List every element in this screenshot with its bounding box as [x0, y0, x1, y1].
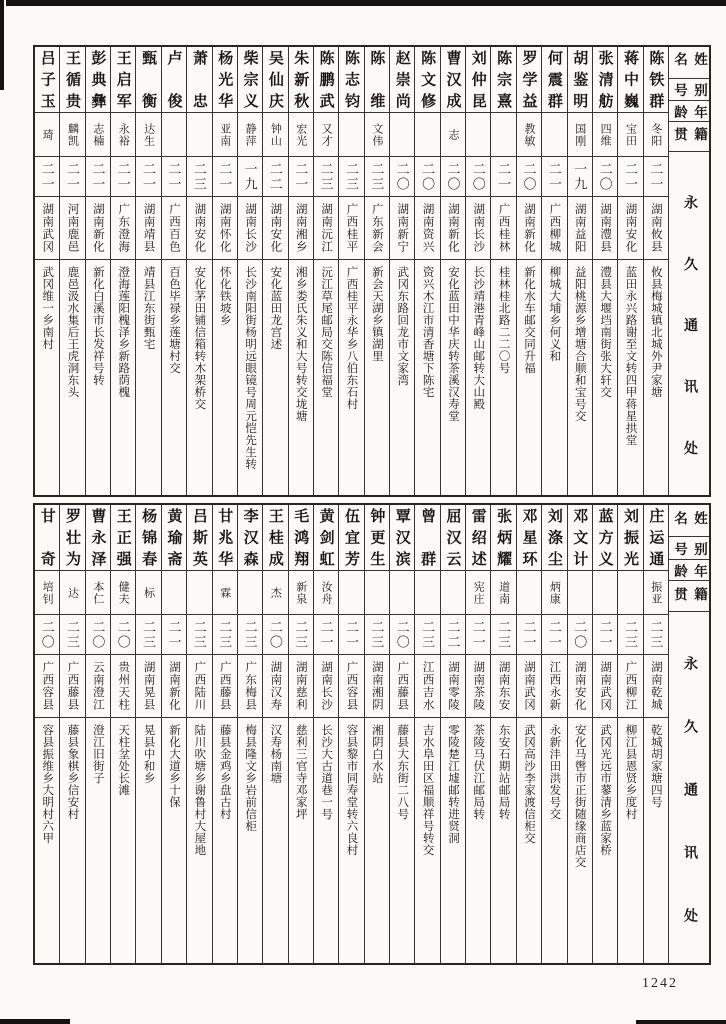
- table-header-column: [669, 505, 709, 963]
- registry-entry-column: [289, 505, 314, 963]
- entry-address: 资兴木江市清香塘下陈宅: [421, 266, 434, 398]
- entry-native: 湖南新宁: [396, 203, 409, 253]
- entry-address: 武冈维一乡南村: [41, 266, 54, 350]
- registry-entry-column: [60, 505, 85, 963]
- entry-native: 湖南武冈: [599, 661, 612, 711]
- entry-age: 二一: [622, 161, 638, 192]
- entry-age: 二一: [90, 161, 106, 192]
- entry-age: 二三: [344, 161, 359, 192]
- entry-address: 藤县金鸡乡盘古村: [218, 724, 231, 820]
- entry-alias: 又才: [320, 122, 333, 147]
- entry-alias: 亚南: [218, 122, 231, 147]
- entry-age: 二三: [191, 619, 207, 650]
- registry-entry-column: [390, 505, 415, 963]
- entry-age: 二一: [597, 619, 613, 650]
- entry-native: 湖南新化: [91, 203, 104, 253]
- entry-name: 吕子玉: [38, 50, 55, 109]
- entry-alias: 四维: [599, 122, 612, 147]
- entry-alias: 达: [66, 586, 79, 599]
- registry-entry-column: [136, 505, 161, 963]
- entry-alias: 志: [446, 128, 459, 141]
- registry-entry-column: [238, 505, 263, 963]
- registry-entry-column: [263, 47, 288, 495]
- registry-entry-column: [618, 47, 643, 495]
- entry-name: 吴仙庆: [266, 50, 283, 109]
- entry-native: 湖南安化: [624, 203, 637, 253]
- entry-age: 二一: [65, 161, 81, 192]
- entry-age: 二〇: [394, 161, 410, 192]
- entry-native: 湖南怀化: [218, 203, 231, 253]
- entry-name: 蒋中巍: [621, 50, 638, 109]
- entry-alias: 新泉: [294, 580, 307, 605]
- entry-native: 湖南武冈: [523, 661, 536, 711]
- entry-age: 二〇: [445, 161, 461, 192]
- entry-address: 安化蓝田中华庆转茶溪汉寿堂: [446, 266, 459, 422]
- entry-age: 二一: [521, 619, 537, 650]
- entry-address: 东安石期站邮局转: [497, 724, 510, 820]
- entry-native: 广西藤县: [66, 661, 79, 711]
- entry-name: 毛鸿翔: [292, 508, 309, 567]
- registry-entry-column: [415, 505, 440, 963]
- registry-table-bottom: [33, 503, 711, 965]
- entry-native: 湖南资兴: [421, 203, 434, 253]
- entry-name: 胡鉴明: [571, 50, 588, 109]
- entry-address: 晃县中和乡: [142, 724, 155, 784]
- entry-name: 曹永泽: [89, 508, 106, 567]
- entry-name: 柴宗义: [241, 50, 258, 109]
- entry-alias: 教敏: [523, 122, 536, 147]
- entry-alias: 汝舟: [320, 580, 333, 605]
- entry-age: 一九: [572, 161, 588, 192]
- registry-entry-column: [542, 47, 567, 495]
- header-alias-label: 别号: [672, 83, 707, 98]
- registry-entry-column: [238, 47, 263, 495]
- entry-address: 桂林桂北路二二〇号: [497, 266, 510, 374]
- entry-address: 广西桂平永华乡八伯东石村: [345, 266, 358, 410]
- entry-age: 二三: [369, 619, 385, 650]
- scan-edge-artifact-bottom-right: [636, 1020, 726, 1024]
- entry-address: 怀化铁坡乡: [218, 266, 231, 326]
- entry-name: 王启军: [114, 50, 131, 109]
- entry-native: 广西容县: [345, 661, 358, 711]
- registry-entry-column: [35, 505, 60, 963]
- entry-native: 湖南武冈: [41, 203, 54, 253]
- registry-entry-column: [390, 47, 415, 495]
- entry-address: 澧县大堰垱南街张大轩交: [599, 266, 612, 398]
- registry-entry-column: [441, 505, 466, 963]
- entry-alias: 宪庄: [472, 580, 485, 605]
- entry-age: 二一: [166, 161, 182, 192]
- entry-alias: 霖: [218, 586, 231, 599]
- entry-age: 二三: [242, 619, 258, 650]
- entry-address: 永新沣田洪发号交: [548, 724, 561, 820]
- entry-native: 湖南乾城: [649, 661, 662, 711]
- entry-address: 容县振维乡大明村六甲: [41, 724, 54, 844]
- registry-entry-column: [136, 47, 161, 495]
- registry-entry-column: [86, 505, 111, 963]
- header-name-label: 姓名: [672, 52, 707, 67]
- entry-name: 屈汉云: [444, 508, 461, 567]
- registry-table-top: [33, 45, 711, 497]
- entry-name: 蓝方义: [596, 508, 613, 567]
- entry-address: 长沙靖港青峰山邮转大山殿: [472, 266, 485, 410]
- registry-entry-column: [644, 505, 669, 963]
- entry-alias: 冬阳: [649, 122, 662, 147]
- entry-name: 覃汉滨: [393, 508, 410, 567]
- registry-entry-column: [111, 505, 136, 963]
- entry-age: 二〇: [470, 161, 486, 192]
- entry-name: 黄瑜斋: [165, 508, 182, 567]
- entry-address: 湘阴白水站: [370, 724, 383, 784]
- registry-entry-column: [339, 505, 364, 963]
- entry-age: 二〇: [267, 619, 283, 650]
- entry-native: 河南鹿邑: [66, 203, 79, 253]
- registry-entry-column: [213, 505, 238, 963]
- entry-alias: 宏光: [294, 122, 307, 147]
- entry-alias: 永裕: [117, 122, 130, 147]
- registry-entry-column: [441, 47, 466, 495]
- entry-alias: 标: [142, 586, 155, 599]
- entry-name: 王正强: [114, 508, 131, 567]
- registry-entry-column: [289, 47, 314, 495]
- entry-native: 广西柳江: [624, 661, 637, 711]
- entry-age: 二〇: [115, 619, 131, 650]
- entry-name: 刘仲昆: [469, 50, 486, 109]
- entry-age: 二一: [344, 619, 359, 650]
- entry-address: 藤县象棋乡信安村: [66, 724, 79, 820]
- registry-entry-column: [339, 47, 364, 495]
- entry-name: 彭典彝: [89, 50, 106, 109]
- entry-native: 湖南晃县: [142, 661, 155, 711]
- entry-native: 广西陆川: [193, 661, 206, 711]
- entry-name: 曹汉成: [444, 50, 461, 109]
- entry-address: 新会天湖乡镇湖里: [370, 266, 383, 362]
- entry-alias: 道南: [497, 580, 510, 605]
- entry-name: 王循贵: [64, 50, 81, 109]
- entry-native: 湖南零陵: [446, 661, 459, 711]
- entry-alias: 健夫: [117, 580, 130, 605]
- entry-age: 二一: [217, 161, 233, 192]
- entry-alias: 培钊: [41, 580, 54, 605]
- entry-age: 二〇: [90, 619, 106, 650]
- entry-native: 广西藤县: [218, 661, 231, 711]
- entry-alias: 志楠: [91, 122, 104, 147]
- entry-native: 湖南长沙: [320, 661, 333, 711]
- registry-entry-column: [466, 47, 491, 495]
- entry-name: 杨锦春: [140, 508, 157, 567]
- entry-name: 罗学益: [520, 50, 537, 109]
- entry-native: 湖南汉寿: [269, 661, 282, 711]
- entry-name: 甘奇: [38, 508, 55, 567]
- entry-native: 广东梅县: [244, 661, 257, 711]
- entry-age: 二三: [191, 161, 207, 192]
- entry-name: 甘兆华: [216, 508, 233, 567]
- entry-native: 湖南益阳: [573, 203, 586, 253]
- entry-age: 二一: [293, 161, 309, 192]
- entry-age: 二一: [39, 161, 55, 192]
- entry-alias: 麟凯: [66, 122, 79, 147]
- entry-name: 刘振光: [621, 508, 638, 567]
- registry-entry-column: [542, 505, 567, 963]
- registry-entry-column: [187, 505, 212, 963]
- entry-native: 湖南湘乡: [294, 203, 307, 253]
- entry-alias: 炳康: [548, 580, 561, 605]
- registry-entry-column: [593, 47, 618, 495]
- entry-address: 梅县隆文乡岩前信柜: [244, 724, 257, 832]
- entry-alias: 钟山: [269, 122, 282, 147]
- entry-native: 云南澄江: [91, 661, 104, 711]
- entry-age: 二三: [622, 619, 638, 650]
- entry-address: 慈利三官寺邓家坪: [294, 724, 307, 820]
- entry-name: 伍宜芳: [343, 508, 359, 567]
- scan-edge-artifact-top: [6, 0, 726, 6]
- header-native-label: 籍贯: [672, 586, 707, 602]
- entry-native: 湖南新化: [446, 203, 459, 253]
- entry-address: 长沙南阳街杨明远眼镜号周元恺先生转: [244, 266, 257, 470]
- entry-native: 湖南攸县: [649, 203, 662, 253]
- entry-age: 二〇: [420, 161, 436, 192]
- entry-address: 吉水阜田区福顺祥号转交: [421, 724, 434, 856]
- entry-age: 二一: [546, 161, 562, 192]
- entry-address: 安化蓝田龙宫述: [269, 266, 282, 350]
- entry-native: 湖南湘阴: [370, 661, 383, 711]
- registry-entry-column: [365, 47, 390, 495]
- entry-native: 湖南新化: [167, 661, 180, 711]
- registry-entry-column: [593, 505, 618, 963]
- entry-address: 蓝田永兴路谢至文转四甲蒋星拱堂: [624, 266, 637, 446]
- entry-age: 二一: [546, 619, 562, 650]
- header-address-label: 永久通讯处: [682, 655, 697, 923]
- registry-entry-column: [568, 505, 593, 963]
- entry-native: 湖南沅江: [320, 203, 333, 253]
- entry-age: 二三: [217, 619, 233, 650]
- entry-age: 二〇: [572, 619, 588, 650]
- entry-age: 二〇: [521, 161, 537, 192]
- entry-address: 靖县江东街甄宅: [142, 266, 155, 350]
- entry-native: 湖南新化: [523, 203, 536, 253]
- entry-address: 汉寿杨南塘: [269, 724, 282, 784]
- entry-address: 沅江草尾邮局交陈信福堂: [320, 266, 333, 398]
- entry-name: 陈文修: [419, 50, 436, 109]
- entry-age: 二三: [141, 619, 157, 650]
- registry-entry-column: [517, 47, 542, 495]
- entry-name: 罗壮为: [64, 508, 81, 567]
- entry-address: 益阳桃源乡增塘合顺和宝号交: [573, 266, 586, 422]
- entry-native: 广西百色: [167, 203, 180, 253]
- entry-name: 刘涤尘: [545, 508, 562, 567]
- entry-native: 广西桂平: [345, 203, 358, 253]
- entry-alias: 振亚: [649, 580, 662, 605]
- entry-name: 张清舫: [596, 50, 613, 109]
- entry-age: 二三: [648, 619, 664, 650]
- entry-age: 二一: [648, 161, 664, 192]
- entry-name: 邓星环: [520, 508, 537, 567]
- header-native-label: 籍贯: [672, 127, 707, 142]
- entry-alias: 琦: [41, 128, 54, 141]
- entry-address: 澄江旧街子: [91, 724, 104, 784]
- entry-address: 武冈东路回龙市文家湾: [396, 266, 409, 386]
- entry-address: 新化大道乡十保: [167, 724, 180, 808]
- entry-age: 二一: [141, 161, 157, 192]
- scan-edge-artifact-bottom-left: [0, 1019, 70, 1024]
- entry-name: 张炳耀: [495, 508, 512, 567]
- entry-name: 李汉森: [241, 508, 258, 567]
- entry-alias: 宝田: [624, 122, 637, 147]
- entry-name: 赵崇尚: [393, 50, 410, 109]
- entry-age: 二二: [445, 619, 461, 650]
- entry-address: 新化白溪市长发祥号转: [91, 266, 104, 386]
- header-age-label: 年龄: [672, 105, 707, 121]
- entry-address: 新化水车邮交同升福: [523, 266, 536, 374]
- entry-name: 吕斯英: [190, 508, 207, 567]
- entry-address: 零陵楚江墟邮转进贤洞: [446, 724, 459, 844]
- entry-address: 柳城大埔乡何义和: [548, 266, 561, 362]
- registry-entry-column: [162, 505, 187, 963]
- entry-address: 天柱坌处长滩: [117, 724, 130, 796]
- entry-address: 武冈光远市蓼清乡蓝家桥: [599, 724, 612, 856]
- entry-native: 湖南安化: [269, 203, 282, 253]
- registry-entry-column: [314, 47, 339, 495]
- entry-age: 一九: [242, 161, 258, 192]
- page-number: 1242: [642, 976, 678, 991]
- entry-age: 二二: [267, 161, 283, 192]
- entry-address: 安化茅田铺信箱转木架桥交: [193, 266, 206, 410]
- entry-name: 陈鹏武: [317, 50, 334, 109]
- entry-native: 湖南长沙: [472, 203, 485, 253]
- entry-address: 陆川吹塘乡谢鲁村大屋地: [193, 724, 206, 856]
- entry-name: 庄运通: [647, 508, 664, 567]
- entry-name: 王桂成: [266, 508, 283, 567]
- registry-entry-column: [491, 47, 516, 495]
- registry-entry-column: [111, 47, 136, 495]
- entry-age: 二一: [496, 161, 512, 192]
- entry-age: 二〇: [39, 619, 55, 650]
- entry-native: 江西永新: [548, 661, 561, 711]
- entry-alias: 杰: [269, 586, 282, 599]
- entry-address: 鹿邑汲水集后王虎洞东头: [66, 266, 79, 398]
- registry-entry-column: [187, 47, 212, 495]
- entry-age: 二一: [166, 619, 182, 650]
- entry-name: 陈维: [368, 50, 385, 109]
- entry-address: 藤县大东街二八号: [396, 724, 409, 820]
- entry-address: 武冈高沙李家渡信柜交: [523, 724, 536, 844]
- entry-age: 二三: [293, 619, 309, 650]
- header-age-label: 年龄: [672, 564, 707, 580]
- entry-name: 雷绍述: [469, 508, 486, 567]
- entry-name: 陈铁群: [647, 50, 664, 109]
- header-name-label: 姓名: [672, 510, 707, 526]
- registry-entry-column: [618, 505, 643, 963]
- entry-alias: 静萍: [244, 122, 257, 147]
- entry-address: 攸县梅城镇北城外尹家塘: [649, 266, 662, 398]
- entry-age: 二〇: [394, 619, 410, 650]
- registry-entry-column: [162, 47, 187, 495]
- entry-address: 安化马辔市正街随缘商店交: [573, 724, 586, 868]
- registry-entry-column: [213, 47, 238, 495]
- entry-age: 二三: [65, 619, 81, 650]
- registry-entry-column: [314, 505, 339, 963]
- entry-address: 澄海莲阳槐泽乡新路荫槐: [117, 266, 130, 398]
- entry-native: 湖南慈利: [294, 661, 307, 711]
- entry-alias: 国刚: [573, 122, 586, 147]
- entry-address: 百色毕禄乡莲塘村交: [167, 266, 180, 374]
- entry-alias: 文伟: [370, 122, 383, 147]
- entry-native: 湖南安化: [573, 661, 586, 711]
- entry-age: 二〇: [597, 161, 613, 192]
- header-address-label: 永久通讯处: [682, 194, 697, 456]
- entry-address: 柳江县恩贤乡度村: [624, 724, 637, 820]
- entry-name: 黄剑虹: [317, 508, 334, 567]
- entry-age: 二三: [318, 161, 334, 192]
- entry-age: 二三: [420, 619, 436, 650]
- entry-name: 萧忠: [190, 50, 207, 109]
- registry-entry-column: [60, 47, 85, 495]
- entry-name: 卢俊: [165, 50, 182, 109]
- entry-name: 钟更生: [368, 508, 385, 567]
- registry-entry-column: [491, 505, 516, 963]
- entry-name: 朱新秋: [292, 50, 309, 109]
- entry-age: 二一: [470, 619, 486, 650]
- entry-name: 邓文计: [571, 508, 588, 567]
- entry-name: 何震群: [545, 50, 562, 109]
- entry-address: 长沙大古道巷一号: [320, 724, 333, 820]
- entry-address: 茶陵马伏江邮局转: [472, 724, 485, 820]
- table-header-column: [669, 47, 709, 495]
- registry-entry-column: [466, 505, 491, 963]
- entry-native: 湖南靖县: [142, 203, 155, 253]
- entry-age: 二三: [369, 161, 385, 192]
- entry-name: 甄衡: [140, 50, 157, 109]
- entry-native: 广西桂林: [497, 203, 510, 253]
- registry-entry-column: [365, 505, 390, 963]
- entry-age: 二一: [318, 619, 334, 650]
- entry-native: 广西容县: [41, 661, 54, 711]
- entry-alias: 本仁: [91, 580, 104, 605]
- entry-native: 湖南茶陵: [472, 661, 485, 711]
- registry-entry-column: [415, 47, 440, 495]
- entry-native: 江西吉水: [421, 661, 434, 711]
- entry-name: 陈宗熹: [495, 50, 512, 109]
- entry-native: 贵州天柱: [117, 661, 130, 711]
- entry-address: 湘乡娄氏朱义和大号转交垅塘: [294, 266, 307, 422]
- entry-address: 容县黎市同寿堂转六良村: [345, 724, 358, 856]
- registry-entry-column: [35, 47, 60, 495]
- entry-native: 广东新会: [370, 203, 383, 253]
- scan-edge-artifact-left: [0, 0, 4, 90]
- entry-age: 二一: [115, 161, 131, 192]
- entry-address: 乾城胡家塘四号: [649, 724, 662, 808]
- entry-name: 陈志钧: [343, 50, 359, 109]
- entry-alias: 达生: [142, 122, 155, 147]
- entry-native: 湖南东安: [497, 661, 510, 711]
- entry-name: 杨光华: [216, 50, 233, 109]
- entry-native: 广东澄海: [117, 203, 130, 253]
- entry-native: 湖南安化: [193, 203, 206, 253]
- entry-native: 广西藤县: [396, 661, 409, 711]
- registry-entry-column: [263, 505, 288, 963]
- entry-native: 湖南长沙: [244, 203, 257, 253]
- entry-name: 曾群: [419, 508, 436, 567]
- registry-entry-column: [568, 47, 593, 495]
- registry-entry-column: [517, 505, 542, 963]
- entry-age: 二三: [496, 619, 512, 650]
- registry-entry-column: [644, 47, 669, 495]
- registry-entry-column: [86, 47, 111, 495]
- entry-native: 湖南澧县: [599, 203, 612, 253]
- entry-native: 广西柳城: [548, 203, 561, 253]
- header-alias-label: 别号: [672, 541, 707, 557]
